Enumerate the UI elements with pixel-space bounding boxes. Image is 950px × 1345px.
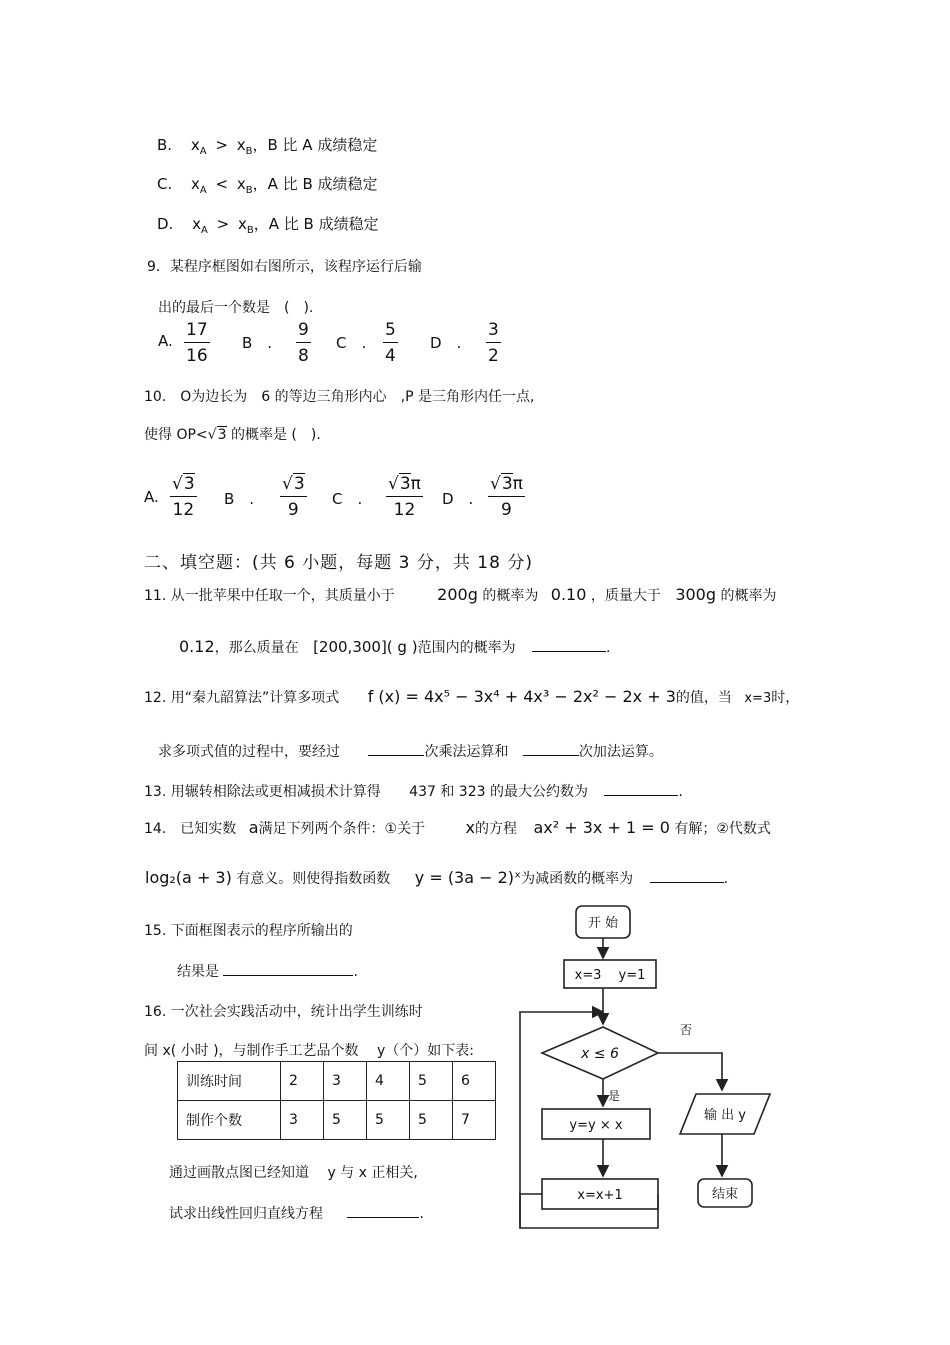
- var-x: x: [191, 175, 200, 193]
- stem-text: 满足下列两个条件：①关于: [258, 821, 426, 837]
- value: [200,300]( g ): [313, 638, 418, 656]
- q16-line2: 间 x( 小时 )，与制作手工艺品个数 y（个）如下表:: [144, 1043, 475, 1059]
- var-x: x: [236, 175, 246, 193]
- option-letter: C.: [157, 175, 173, 193]
- option-text: ，A 比 B 成绩稳定: [252, 175, 378, 193]
- denominator: 12: [393, 500, 416, 520]
- row-header: 训练时间: [178, 1062, 281, 1101]
- period: .: [419, 1206, 424, 1222]
- stem-text: 14. 已知实数: [144, 821, 237, 837]
- flowchart-step1-label: y=y × x: [569, 1118, 623, 1133]
- q9-option-a-label: A.: [158, 332, 173, 350]
- q8-option-c: [157, 173, 378, 194]
- flowchart-output-label: 输 出 y: [704, 1108, 746, 1123]
- condition: x=3: [744, 691, 772, 706]
- stem-text: 结果是: [177, 964, 219, 980]
- q13-line: [144, 781, 683, 801]
- numerator: √3π: [488, 472, 525, 497]
- option-text: ，B 比 A 成绩稳定: [252, 136, 378, 154]
- stem-text: ，质量大于: [590, 588, 661, 604]
- stem-text: 11. 从一批苹果中任取一个，其质量小于: [144, 588, 395, 604]
- flowchart-yes-label: 是: [608, 1089, 621, 1103]
- value: 0.10: [550, 585, 587, 604]
- answer-blank[interactable]: [532, 637, 606, 652]
- q12-line1: [144, 687, 799, 707]
- stem-text: 的概率是 ( ).: [230, 427, 321, 443]
- stem-text: 的概率为: [482, 588, 539, 604]
- answer-blank[interactable]: [650, 868, 724, 883]
- q10-stem-line1: 10. O为边长为 6 的等边三角形内心 ,P 是三角形内任一点,: [144, 389, 535, 405]
- stem-text: 有解；②代数式: [674, 821, 771, 837]
- q10-option-d-fraction: [488, 472, 525, 523]
- value: 0.12: [179, 637, 215, 656]
- q9-option-c-label: C .: [336, 334, 367, 352]
- value: 300g: [675, 585, 717, 604]
- q11-line2: [179, 637, 610, 657]
- table-cell: 5: [324, 1101, 367, 1140]
- answer-blank[interactable]: [604, 781, 678, 796]
- subscript: A: [199, 146, 207, 157]
- q10-option-c-label: C .: [332, 490, 363, 508]
- q15-line2: [177, 961, 358, 981]
- radicand: 3: [183, 474, 195, 494]
- stem-text: 次乘法运算和: [424, 744, 509, 760]
- table-cell: 5: [410, 1101, 453, 1140]
- flowchart-step2-label: x=x+1: [577, 1188, 623, 1203]
- numerator: √3π: [386, 472, 423, 497]
- q9-stem-line1: 9．某程序框图如右图所示，该程序运行后输: [147, 259, 422, 275]
- table-cell: 3: [324, 1062, 367, 1101]
- stem-text: 12. 用“秦九韶算法”计算多项式: [144, 690, 340, 706]
- q9-option-d-label: D .: [430, 334, 462, 352]
- table-cell: 4: [367, 1062, 410, 1101]
- var-x: x: [190, 136, 200, 154]
- q10-option-c-fraction: [386, 472, 423, 523]
- stem-text: 的值，当: [675, 690, 732, 706]
- option-letter: B.: [157, 136, 173, 154]
- table-cell: 3: [281, 1101, 324, 1140]
- q11-line1: [144, 585, 776, 605]
- var-x: x: [465, 818, 476, 837]
- q9-option-b-label: B .: [242, 334, 273, 352]
- answer-blank-additions[interactable]: [523, 741, 579, 756]
- stem-text: 次加法运算。: [578, 744, 663, 760]
- stem-text: 试求出线性回归直线方程: [169, 1206, 323, 1222]
- var-x: x: [237, 215, 247, 233]
- q10-option-b-fraction: [280, 472, 307, 523]
- stem-text: 有意义。则使得指数函数: [236, 871, 391, 887]
- q9-option-d-fraction: [486, 318, 501, 369]
- pi: π: [410, 474, 421, 494]
- flowchart-no-label: 否: [680, 1023, 693, 1037]
- comparison-op: >: [216, 215, 230, 233]
- quadratic-equation: ax² + 3x + 1 = 0: [533, 818, 670, 837]
- table-cell: 5: [367, 1101, 410, 1140]
- subscript: B: [246, 225, 254, 236]
- q9-option-c-fraction: [383, 318, 398, 369]
- stem-text: 437 和 323 的最大公约数为: [409, 784, 588, 800]
- q14-line2: [145, 868, 728, 888]
- log-expression: log₂(a + 3): [145, 868, 232, 887]
- q14-line1: [144, 818, 771, 838]
- option-letter: D.: [157, 215, 174, 233]
- table-cell: 2: [281, 1062, 324, 1101]
- q15-line1: 15. 下面框图表示的程序所输出的: [144, 923, 353, 939]
- table-cell: 5: [410, 1062, 453, 1101]
- q16-line4: [169, 1203, 424, 1223]
- numerator: 17: [184, 318, 210, 343]
- stem-text: 求多项式值的过程中，要经过: [158, 744, 340, 760]
- stem-text: ，那么质量在: [214, 640, 299, 656]
- q10-stem-line2: [144, 424, 321, 444]
- radicand: 3: [399, 474, 411, 494]
- numerator: 9: [296, 318, 311, 343]
- var-x: x: [192, 215, 201, 233]
- denominator: 12: [172, 500, 195, 520]
- q10-option-d-label: D .: [442, 490, 474, 508]
- exponential-function: y = (3a − 2)ˣ: [414, 868, 522, 887]
- q10-option-b-label: B .: [224, 490, 255, 508]
- q9-option-b-fraction: [296, 318, 311, 369]
- flowchart-condition-label: x ≤ 6: [581, 1046, 619, 1062]
- stem-text: 为减函数的概率为: [521, 871, 634, 887]
- data-table: [177, 1061, 496, 1140]
- pi: π: [512, 474, 523, 494]
- period: .: [606, 640, 611, 656]
- polynomial-formula: f (x) = 4x⁵ − 3x⁴ + 4x³ − 2x² − 2x + 3: [367, 687, 676, 706]
- var-a: a: [248, 818, 259, 837]
- subscript: A: [199, 185, 207, 196]
- q16-line1: 16. 一次社会实践活动中，统计出学生训练时: [144, 1004, 423, 1020]
- answer-blank[interactable]: [347, 1203, 419, 1218]
- denominator: 9: [501, 500, 512, 520]
- numerator: √3: [280, 472, 307, 497]
- sqrt-expression: √3: [207, 427, 227, 443]
- flowchart-end-label: 结束: [711, 1187, 739, 1202]
- period: .: [678, 784, 683, 800]
- subscript: A: [201, 225, 208, 236]
- numerator: 3: [486, 318, 501, 343]
- comparison-op: >: [215, 136, 228, 154]
- denominator: 8: [298, 346, 309, 366]
- option-text: ，A 比 B 成绩稳定: [253, 215, 379, 233]
- period: .: [723, 871, 729, 887]
- stem-text: 的概率为: [720, 588, 777, 604]
- section-heading: 二、填空题：(共 6 小题，每题 3 分，共 18 分): [144, 553, 533, 573]
- radicand: 3: [217, 427, 227, 443]
- denominator: 2: [488, 346, 499, 366]
- flowchart-start-label: 开 始: [587, 916, 619, 931]
- stem-text: 使得 OP<: [144, 427, 208, 443]
- q9-stem-line2: 出的最后一个数是 ( ).: [158, 300, 314, 316]
- denominator: 4: [385, 346, 396, 366]
- q9-option-a-fraction: [184, 318, 210, 369]
- stem-text: 13. 用辗转相除法或更相减损术计算得: [144, 784, 381, 800]
- q10-option-a-label: A.: [144, 488, 159, 506]
- numerator: √3: [170, 472, 197, 497]
- table-row: [178, 1101, 496, 1140]
- row-header: 制作个数: [178, 1101, 281, 1140]
- denominator: 16: [186, 346, 208, 366]
- q8-option-d: [157, 213, 379, 234]
- answer-blank-multiplications[interactable]: [368, 741, 424, 756]
- comparison-op: <: [215, 175, 229, 193]
- answer-blank[interactable]: [223, 961, 353, 976]
- flowchart-init-label: x=3 y=1: [574, 968, 646, 983]
- var-x: x: [236, 136, 246, 154]
- numerator: 5: [383, 318, 398, 343]
- table-row: [178, 1062, 496, 1101]
- q16-line3: 通过画散点图已经知道 y 与 x 正相关,: [169, 1165, 418, 1181]
- stem-text: 的方程: [475, 821, 518, 837]
- radicand: 3: [293, 474, 305, 494]
- stem-text: 时，: [771, 690, 800, 706]
- subscript: B: [245, 185, 253, 196]
- denominator: 9: [287, 500, 299, 520]
- table-cell: 7: [453, 1101, 496, 1140]
- subscript: B: [245, 146, 253, 157]
- q8-option-b: [157, 134, 377, 155]
- q10-option-a-fraction: [170, 472, 197, 523]
- radicand: 3: [501, 474, 513, 494]
- loop-line: [520, 1194, 542, 1228]
- flowchart: [510, 900, 810, 1240]
- table-cell: 6: [453, 1062, 496, 1101]
- period: .: [353, 964, 358, 980]
- stem-text: 范围内的概率为: [417, 640, 516, 656]
- value: 200g: [437, 585, 478, 604]
- q12-line2: [158, 741, 663, 761]
- arrow: [658, 1053, 722, 1090]
